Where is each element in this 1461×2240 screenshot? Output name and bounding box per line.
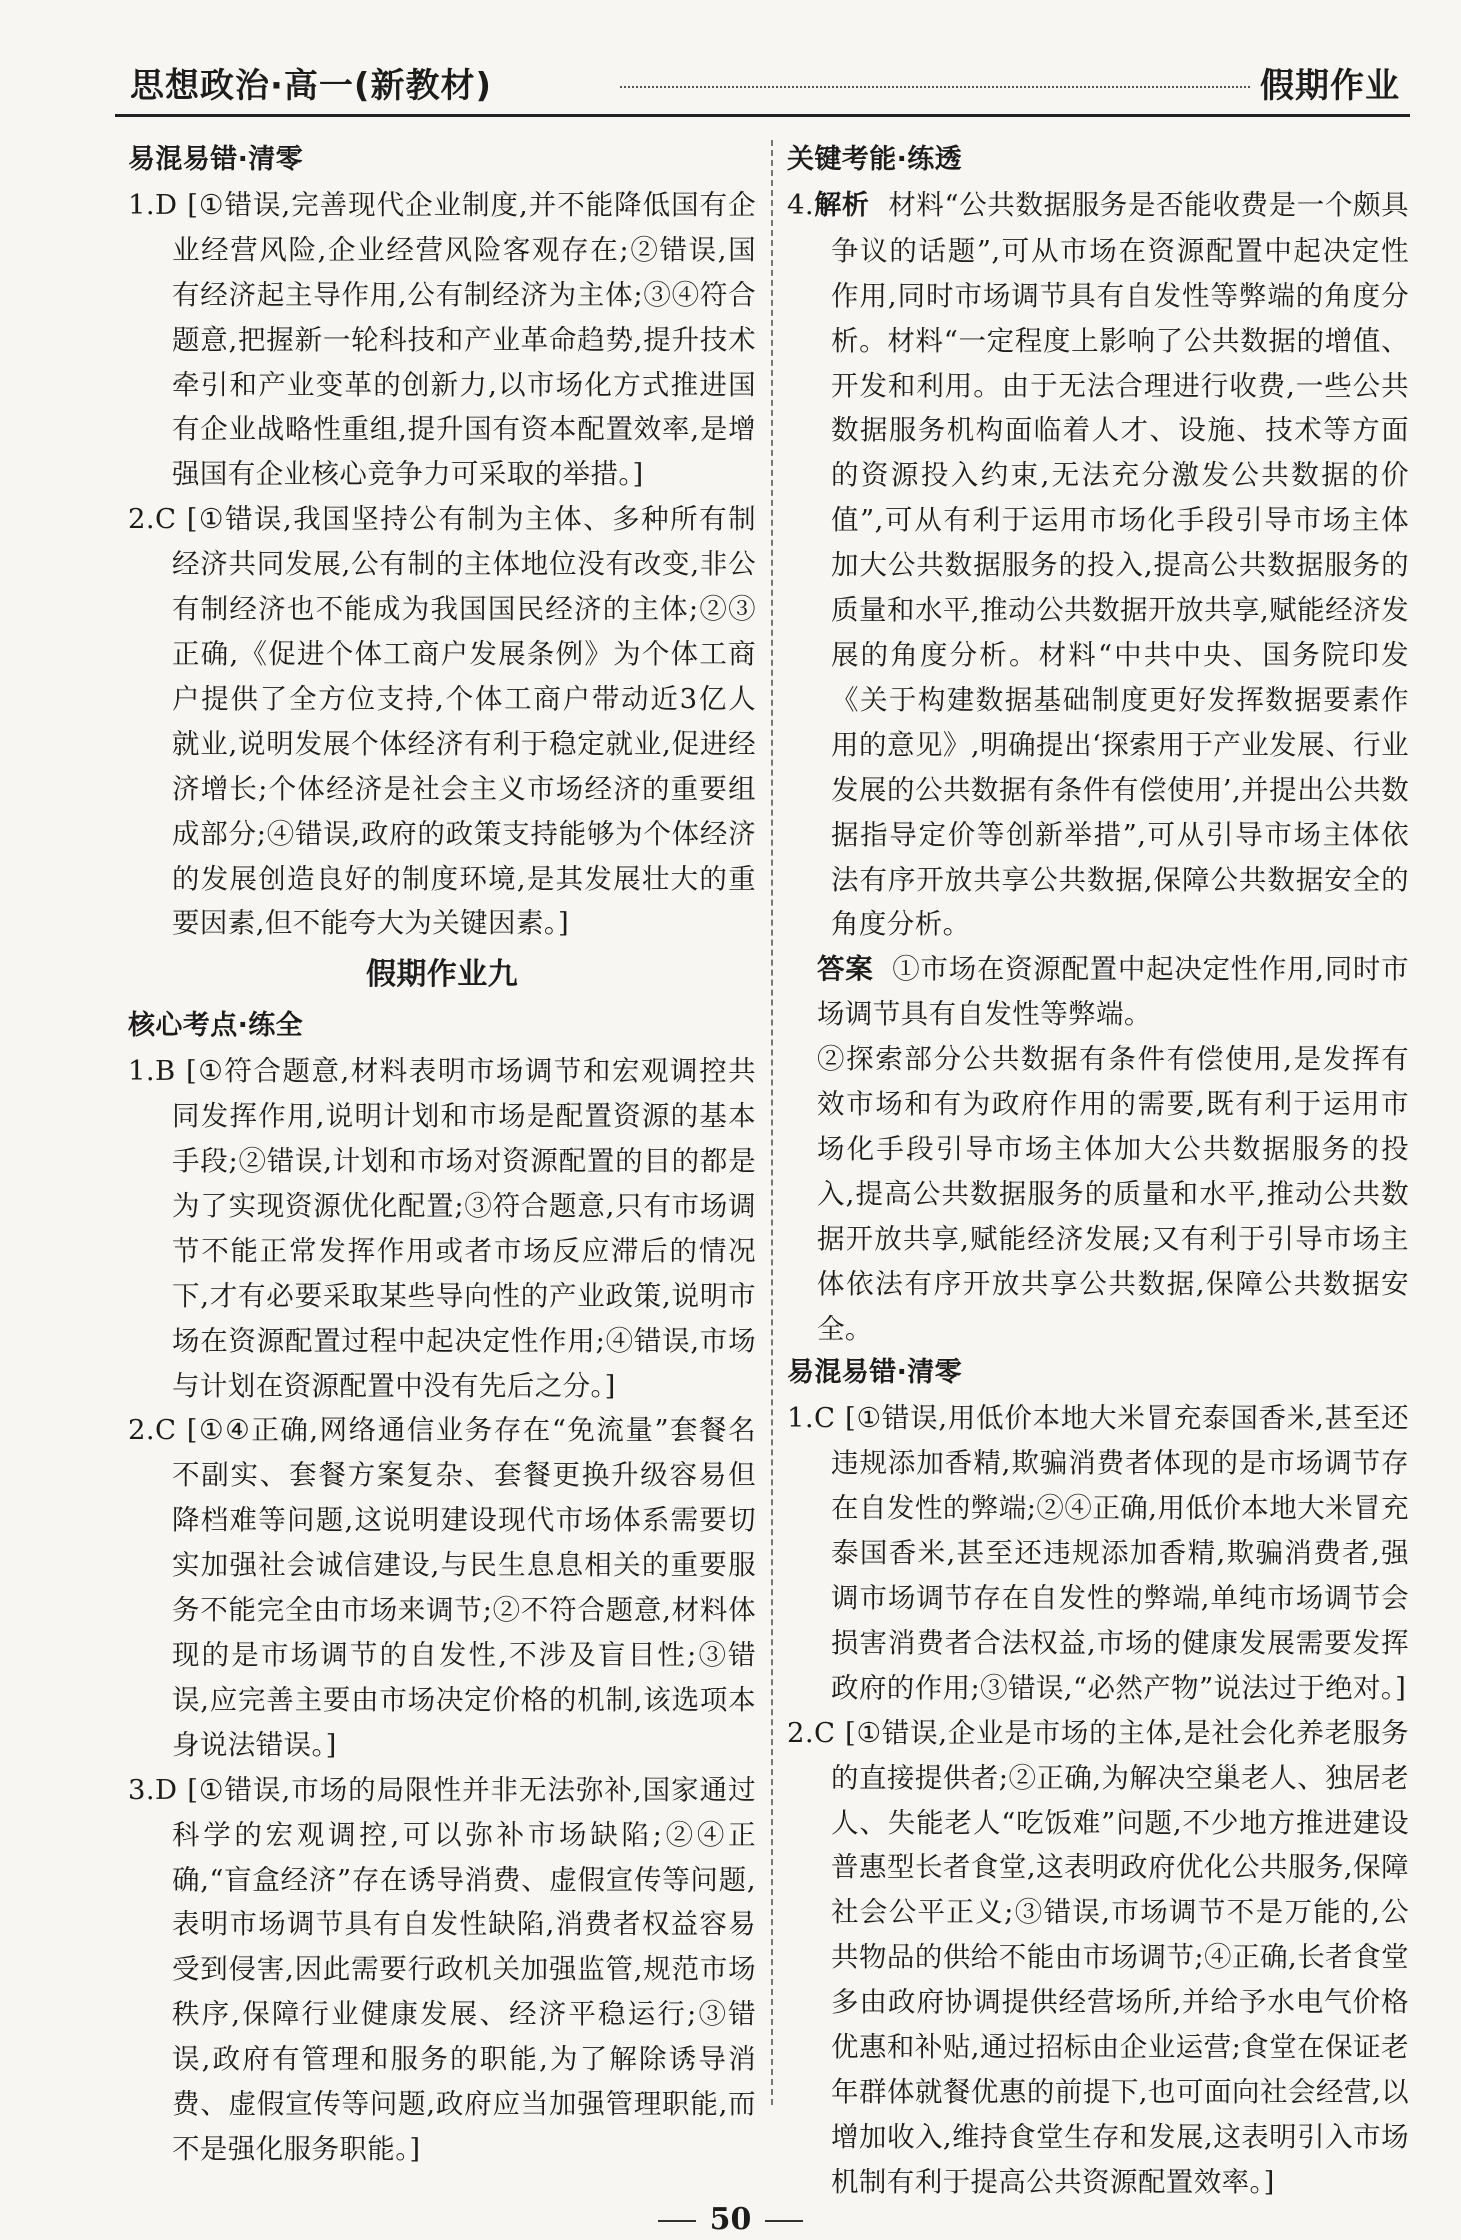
analysis-text: 材料“公共数据服务是否能收费是一个颇具争议的话题”,可从市场在资源配置中起决定性作用,同时市场调节具有自发性等弊端的角度分析。材料“一定程度上影响了公共数据的增值、开发和利用。由于无法合理进行收费,一些公共数据服务机构面临着人才、设施、技术等方面的资源投入约束,无法充分激发公共数据的价值”,可从有利于运用市场化手段引导市场主体加大公共数据服务的投入,提高公共数据服务的质量和水平,推动公共数据开放共享,赋能经济发展的角度分析。材料“中共中央、国务院印发《关于构建数据基础制度更好发挥数据要素作用的意见》,明确提出‘探索用于产业发展、行业发展的公共数据有条件有偿使用’,并提出公共数据指导定价等创新举措”,可从引导市场主体依法有序开放共享公共数据,保障公共数据安全的角度分析。 (831, 188, 1409, 941)
header-title-right: 假期作业 (1260, 66, 1400, 106)
footer-dash-right (765, 2220, 803, 2222)
header-title-left: 思想政治·高一(新教材) (130, 66, 492, 106)
footer-dash-left (658, 2220, 696, 2222)
answer-label: 答案 (817, 953, 874, 986)
item-number: 1.B (128, 1055, 176, 1088)
item-number: 3.D (128, 1773, 178, 1806)
header-rule (115, 114, 1410, 117)
item-text: [①错误,企业是市场的主体,是社会化养老服务的直接提供者;②正确,为解决空巢老人、独居老人、失能老人“吃饭难”问题,不少地方推进建设普惠型长者食堂,这表明政府优化公共服务,保障社会公平正义;③错误,市场调节不是万能的,公共物品的供给不能由市场调节;④正确,长者食堂多由政府协调提供经营场所,并给予水电气价格优惠和补贴,通过招标由企业运营;食堂在保证老年群体就餐优惠的前提下,也可面向社会经营,以增加收入,维持食堂生存和发展,这表明引入市场机制有利于提高公共资源配置效率。] (831, 1716, 1409, 2198)
answer-block (787, 947, 1409, 1037)
item-text: [①符合题意,材料表明市场调节和宏观调控共同发挥作用,说明计划和市场是配置资源的基本手段;②错误,计划和市场对资源配置的目的都是为了实现资源优化配置;③符合题意,只有市场调节不能正常发挥作用或者市场反应滞后的情况下,才有必要采取某些导向性的产业政策,说明市场在资源配置过程中起决定性作用;④错误,市场与计划在资源配置中没有先后之分。] (172, 1055, 756, 1402)
answer-item (787, 1396, 1409, 1710)
right-column (787, 138, 1409, 2205)
column-divider (771, 140, 773, 2105)
item-number: 1.C (787, 1402, 836, 1435)
item-text: [①错误,我国坚持公有制为主体、多种所有制经济共同发展,公有制的主体地位没有改变,非公有制经济也不能成为我国国民经济的主体;②③正确,《促进个体工商户发展条例》为个体工商户提供了全方位支持,个体工商户带动近3亿人就业,说明发展个体经济有利于稳定就业,促进经济增长;个体经济是社会主义市场经济的重要组成部分;④错误,政府的政策支持能够为个体经济的发展创造良好的制度环境,是其发展壮大的重要因素,但不能夸大为关键因素。] (172, 503, 756, 940)
answer-item (787, 1711, 1409, 2205)
answer-text-2: ②探索部分公共数据有条件有偿使用,是发挥有效市场和有为政府作用的需要,既有利于运用市场化手段引导市场主体加大公共数据服务的投入,提高公共数据服务的质量和水平,推动公共数据开放共享,赋能经济发展;又有利于引导市场主体依法有序开放共享公共数据,保障公共数据安全。 (817, 1043, 1409, 1345)
section-title-left-1: 易混易错·清零 (128, 144, 304, 175)
item-text: [①④正确,网络通信业务存在“免流量”套餐名不副实、套餐方案复杂、套餐更换升级容易但降档难等问题,这说明建设现代市场体系需要切实加强社会诚信建设,与民生息息相关的重要服务不能完全由市场来调节;②不符合题意,材料体现的是市场调节的自发性,不涉及盲目性;③错误,应完善主要由市场决定价格的机制,该选项本身说法错误。] (172, 1414, 756, 1761)
section-title-right-1: 关键考能·练透 (787, 144, 963, 175)
answer-item (128, 497, 756, 946)
item-number: 2.C (128, 1414, 177, 1447)
page-number-footer (0, 2202, 1461, 2237)
answer-item (128, 1049, 756, 1408)
chapter-title: 假期作业九 (366, 957, 518, 993)
header-dotted-leader (620, 86, 1250, 88)
answer-block-2 (787, 1037, 1409, 1351)
item-number: 2.C (128, 503, 177, 536)
page-header (115, 64, 1410, 116)
answer-item (128, 1408, 756, 1767)
item-text: [①错误,市场的局限性并非无法弥补,国家通过科学的宏观调控,可以弥补市场缺陷;②④正确,“盲盒经济”存在诱导消费、虚假宣传等问题,表明市场调节具有自发性缺陷,消费者权益容易受到侵害,因此需要行政机关加强监管,规范市场秩序,保障行业健康发展、经济平稳运行;③错误,政府有管理和服务的职能,为了解除诱导消费、虚假宣传等问题,政府应当加强管理职能,而不是强化服务职能。] (172, 1773, 756, 2165)
item-number: 2.C (787, 1716, 836, 1749)
page-number: 50 (709, 2202, 752, 2237)
analysis-item (787, 183, 1409, 947)
section-title-right-2: 易混易错·清零 (787, 1357, 963, 1389)
answer-item (128, 1768, 756, 2172)
item-number: 4. (787, 188, 815, 221)
section-title-left-2: 核心考点·练全 (128, 1010, 304, 1042)
item-number: 1.D (128, 188, 178, 221)
left-column (128, 138, 756, 2172)
answer-item (128, 183, 756, 497)
answer-text-1: ①市场在资源配置中起决定性作用,同时市场调节具有自发性等弊端。 (817, 953, 1409, 1031)
item-text: [①错误,完善现代企业制度,并不能降低国有企业经营风险,企业经营风险客观存在;②错误,国有经济起主导作用,公有制经济为主体;③④符合题意,把握新一轮科技和产业革命趋势,提升技术牵引和产业变革的创新力,以市场化方式推进国有企业战略性重组,提升国有资本配置效率,是增强国有企业核心竞争力可采取的举措。] (172, 188, 756, 491)
analysis-label: 解析 (814, 189, 870, 221)
item-text: [①错误,用低价本地大米冒充泰国香米,甚至还违规添加香精,欺骗消费者体现的是市场调节存在自发性的弊端;②④正确,用低价本地大米冒充泰国香米,甚至还违规添加香精,欺骗消费者,强调市场调节存在自发性的弊端,单纯市场调节会损害消费者合法权益,市场的健康发展需要发挥政府的作用;③错误,“必然产物”说法过于绝对。] (831, 1402, 1409, 1704)
